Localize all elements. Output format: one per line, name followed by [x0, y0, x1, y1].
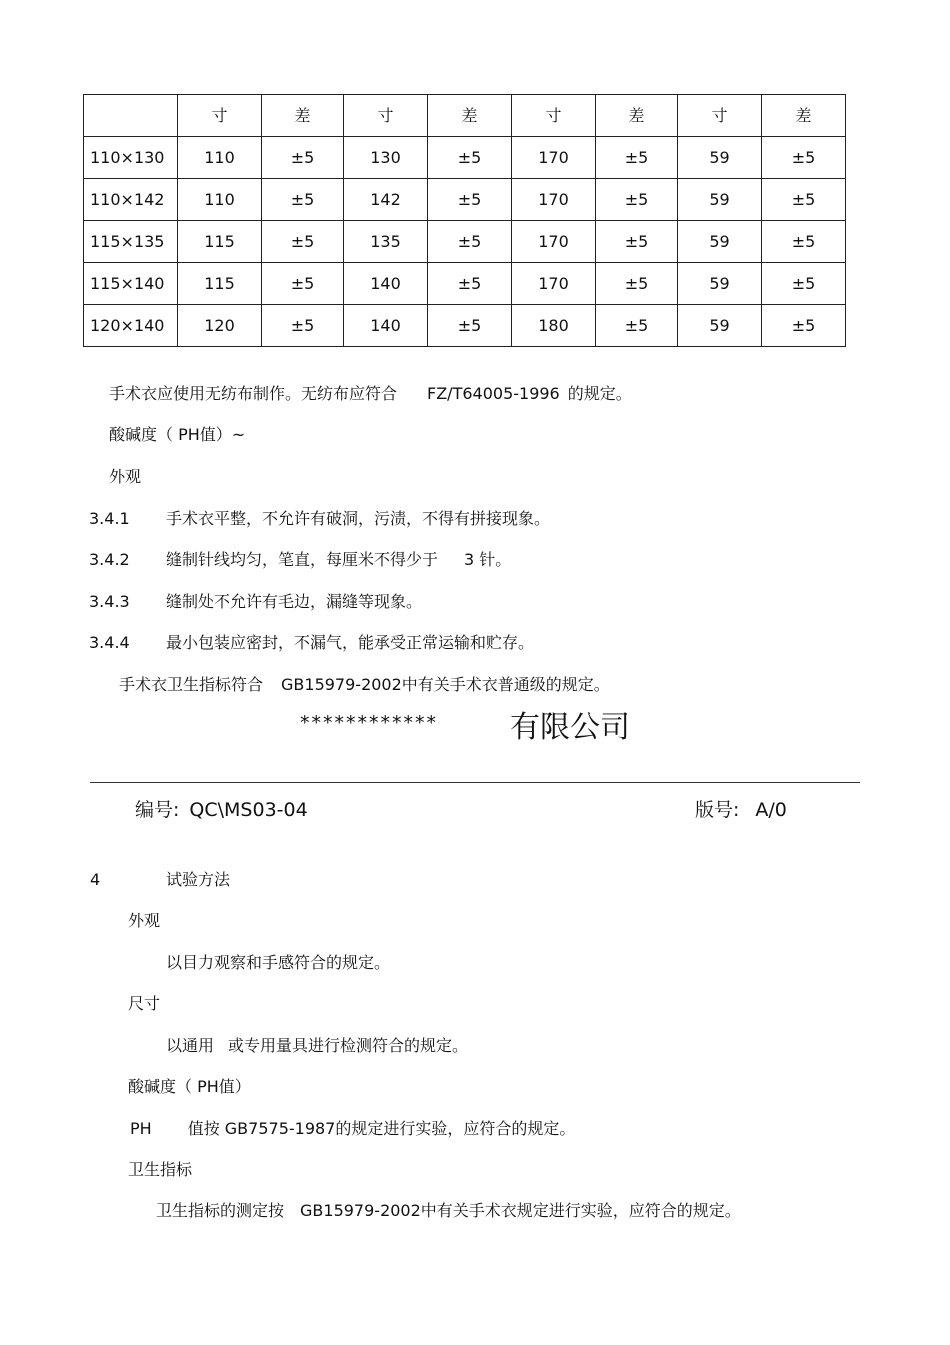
material-line	[109, 383, 632, 405]
item-text-main: 缝制针线均匀，笔直，每厘米不得少于	[166, 550, 439, 569]
table-cell: ±5	[762, 179, 846, 221]
material-text: 手术衣应使用无纺布制作。无纺布应符合	[109, 384, 398, 403]
company-stars: ************	[300, 712, 438, 734]
table-row	[84, 179, 846, 221]
hygiene-test-text: 卫生指标的测定按	[156, 1201, 285, 1220]
section-title: 试验方法	[166, 870, 231, 889]
table-cell: ±5	[262, 263, 344, 305]
table-cell: ±5	[596, 305, 678, 347]
test-ph-heading: 酸碱度（ PH值）	[128, 1077, 251, 1096]
material-tail: 的规定。	[567, 384, 632, 403]
section-number: 4	[90, 870, 101, 889]
table-cell: 130	[344, 137, 428, 179]
table-cell: 110	[178, 179, 262, 221]
hygiene-test-standard: GB15979-2002中有关手术衣规定进行实验，应符合的规定。	[300, 1201, 741, 1220]
table-cell: ±5	[428, 221, 512, 263]
ph-requirement: 酸碱度（ PH值）~	[109, 425, 246, 444]
version-label: 版号:	[695, 799, 740, 821]
table-cell: ±5	[596, 221, 678, 263]
table-row	[84, 305, 846, 347]
test-ph-text	[130, 1118, 575, 1140]
table-cell: ±5	[428, 305, 512, 347]
table-header-cell: 寸	[678, 95, 762, 137]
table-cell: 140	[344, 263, 428, 305]
size-cell: 120×140	[84, 305, 178, 347]
table-cell: 120	[178, 305, 262, 347]
table-cell: 170	[512, 221, 596, 263]
item-number: 3.4.2	[89, 550, 130, 569]
table-header-cell: 差	[596, 95, 678, 137]
table-cell: 59	[678, 137, 762, 179]
table-cell: ±5	[762, 263, 846, 305]
table-cell: 180	[512, 305, 596, 347]
table-cell: ±5	[596, 263, 678, 305]
appearance-heading: 外观	[109, 467, 142, 486]
table-row	[84, 263, 846, 305]
table-cell: ±5	[262, 221, 344, 263]
table-header-cell	[84, 95, 178, 137]
table-cell: ±5	[762, 305, 846, 347]
table-row	[84, 221, 846, 263]
size-cell: 115×135	[84, 221, 178, 263]
test-hygiene-heading: 卫生指标	[128, 1160, 193, 1179]
document-code	[135, 797, 308, 823]
table-cell: 115	[178, 263, 262, 305]
company-name: 有限公司	[510, 710, 630, 745]
code-value: QC\MS03-04	[189, 799, 308, 821]
test-appearance-heading: 外观	[128, 911, 161, 930]
table-header-cell: 差	[262, 95, 344, 137]
hygiene-requirement	[119, 674, 610, 696]
table-cell: 170	[512, 263, 596, 305]
test-size-text	[166, 1035, 468, 1057]
table-header-cell: 寸	[344, 95, 428, 137]
table-cell: 142	[344, 179, 428, 221]
size-cell: 110×130	[84, 137, 178, 179]
test-size-heading: 尺寸	[128, 994, 161, 1013]
table-cell: ±5	[596, 179, 678, 221]
table-header-cell: 差	[762, 95, 846, 137]
item-number: 3.4.3	[89, 592, 130, 611]
table-cell: 59	[678, 305, 762, 347]
table-cell: ±5	[428, 179, 512, 221]
table-cell: ±5	[596, 137, 678, 179]
table-cell: ±5	[262, 179, 344, 221]
table-cell: 59	[678, 179, 762, 221]
table-cell: 110	[178, 137, 262, 179]
hygiene-standard: GB15979-2002中有关手术衣普通级的规定。	[281, 675, 610, 694]
table-cell: 170	[512, 137, 596, 179]
item-text-extra: 3 针。	[464, 550, 512, 569]
table-cell: ±5	[262, 137, 344, 179]
item-text	[166, 549, 511, 571]
item-text: 缝制处不允许有毛边，漏缝等现象。	[166, 592, 423, 611]
item-text: 手术衣平整，不允许有破洞，污渍，不得有拼接现象。	[166, 509, 551, 528]
table-cell: 59	[678, 263, 762, 305]
size-spec-table	[83, 94, 846, 347]
table-header-cell: 寸	[178, 95, 262, 137]
material-standard: FZ/T64005-1996	[427, 384, 560, 403]
document-version	[695, 797, 787, 823]
table-cell: 140	[344, 305, 428, 347]
table-cell: ±5	[762, 221, 846, 263]
item-number: 3.4.1	[89, 509, 130, 528]
hygiene-text: 手术衣卫生指标符合	[119, 675, 264, 694]
item-number: 3.4.4	[89, 633, 130, 652]
table-row	[84, 137, 846, 179]
test-hygiene-text	[156, 1200, 741, 1222]
test-appearance-text: 以目力观察和手感符合的规定。	[166, 953, 391, 972]
size-cell: 115×140	[84, 263, 178, 305]
table-cell: ±5	[428, 263, 512, 305]
table-body	[84, 95, 846, 347]
table-header-cell: 寸	[512, 95, 596, 137]
table-cell: ±5	[428, 137, 512, 179]
table-cell: 135	[344, 221, 428, 263]
ph-text: 值按 GB7575-1987的规定进行实验，应符合的规定。	[187, 1119, 576, 1138]
table-cell: ±5	[762, 137, 846, 179]
table-cell: ±5	[262, 305, 344, 347]
size-cell: 110×142	[84, 179, 178, 221]
header-divider	[90, 782, 860, 783]
version-value: A/0	[755, 799, 787, 821]
table-cell: 59	[678, 221, 762, 263]
table-header-cell: 差	[428, 95, 512, 137]
item-text: 最小包装应密封，不漏气，能承受正常运输和贮存。	[166, 633, 535, 652]
table-cell: 170	[512, 179, 596, 221]
size-text-b: 或专用量具进行检测符合的规定。	[228, 1036, 469, 1055]
table-header-row	[84, 95, 846, 137]
table-cell: 115	[178, 221, 262, 263]
ph-label: PH	[130, 1119, 152, 1138]
code-label: 编号:	[135, 799, 180, 821]
size-text-a: 以通用	[166, 1036, 215, 1055]
